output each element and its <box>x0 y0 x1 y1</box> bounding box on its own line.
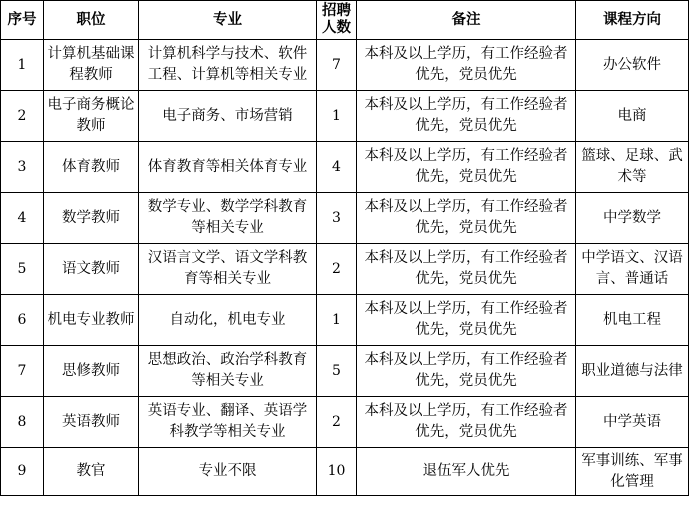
table-row <box>1 295 689 346</box>
cell-course: 中学英语 <box>576 397 689 448</box>
cell-count: 3 <box>317 193 357 244</box>
cell-count: 7 <box>317 40 357 91</box>
header-recruit-count: 招聘人数 <box>317 1 357 40</box>
cell-position: 语文教师 <box>44 244 139 295</box>
cell-position: 英语教师 <box>44 397 139 448</box>
header-position: 职位 <box>44 1 139 40</box>
cell-course: 职业道德与法律 <box>576 346 689 397</box>
cell-position: 教官 <box>44 448 139 496</box>
cell-remark: 本科及以上学历，有工作经验者优先，党员优先 <box>357 40 576 91</box>
cell-count: 1 <box>317 295 357 346</box>
cell-count: 5 <box>317 346 357 397</box>
header-seq: 序号 <box>1 1 44 40</box>
cell-remark: 本科及以上学历，有工作经验者优先，党员优先 <box>357 193 576 244</box>
cell-seq: 9 <box>1 448 44 496</box>
cell-remark: 本科及以上学历，有工作经验者优先，党员优先 <box>357 295 576 346</box>
table-row <box>1 397 689 448</box>
cell-major: 自动化，机电专业 <box>139 295 317 346</box>
cell-seq: 4 <box>1 193 44 244</box>
cell-course: 办公软件 <box>576 40 689 91</box>
header-course-direction: 课程方向 <box>576 1 689 40</box>
cell-major: 思想政治、政治学科教育等相关专业 <box>139 346 317 397</box>
cell-count: 1 <box>317 91 357 142</box>
cell-count: 2 <box>317 244 357 295</box>
cell-course: 中学数学 <box>576 193 689 244</box>
table-row <box>1 142 689 193</box>
cell-seq: 3 <box>1 142 44 193</box>
cell-seq: 5 <box>1 244 44 295</box>
cell-position: 思修教师 <box>44 346 139 397</box>
cell-major: 英语专业、翻译、英语学科教学等相关专业 <box>139 397 317 448</box>
cell-major: 电子商务、市场营销 <box>139 91 317 142</box>
cell-position: 电子商务概论教师 <box>44 91 139 142</box>
header-remark: 备注 <box>357 1 576 40</box>
cell-count: 4 <box>317 142 357 193</box>
cell-count: 2 <box>317 397 357 448</box>
table-header-row <box>1 1 689 40</box>
cell-course: 电商 <box>576 91 689 142</box>
cell-position: 计算机基础课程教师 <box>44 40 139 91</box>
cell-remark: 本科及以上学历，有工作经验者优先，党员优先 <box>357 397 576 448</box>
cell-count: 10 <box>317 448 357 496</box>
cell-seq: 7 <box>1 346 44 397</box>
table-row <box>1 40 689 91</box>
header-major: 专业 <box>139 1 317 40</box>
cell-major: 计算机科学与技术、软件工程、计算机等相关专业 <box>139 40 317 91</box>
cell-seq: 8 <box>1 397 44 448</box>
cell-remark: 本科及以上学历，有工作经验者优先，党员优先 <box>357 142 576 193</box>
cell-remark: 本科及以上学历，有工作经验者优先，党员优先 <box>357 244 576 295</box>
cell-major: 汉语言文学、语文学科教育等相关专业 <box>139 244 317 295</box>
cell-position: 数学教师 <box>44 193 139 244</box>
table-row <box>1 244 689 295</box>
table-row <box>1 193 689 244</box>
cell-position: 机电专业教师 <box>44 295 139 346</box>
cell-course: 军事训练、军事化管理 <box>576 448 689 496</box>
cell-remark: 本科及以上学历，有工作经验者优先，党员优先 <box>357 346 576 397</box>
cell-major: 数学专业、数学学科教育等相关专业 <box>139 193 317 244</box>
table-row <box>1 346 689 397</box>
table-row <box>1 91 689 142</box>
cell-course: 中学语文、汉语言、普通话 <box>576 244 689 295</box>
cell-remark: 本科及以上学历，有工作经验者优先，党员优先 <box>357 91 576 142</box>
cell-course: 篮球、足球、武术等 <box>576 142 689 193</box>
cell-major: 专业不限 <box>139 448 317 496</box>
cell-remark: 退伍军人优先 <box>357 448 576 496</box>
table-row <box>1 448 689 496</box>
cell-seq: 1 <box>1 40 44 91</box>
cell-major: 体育教育等相关体育专业 <box>139 142 317 193</box>
cell-seq: 6 <box>1 295 44 346</box>
cell-course: 机电工程 <box>576 295 689 346</box>
cell-position: 体育教师 <box>44 142 139 193</box>
cell-seq: 2 <box>1 91 44 142</box>
